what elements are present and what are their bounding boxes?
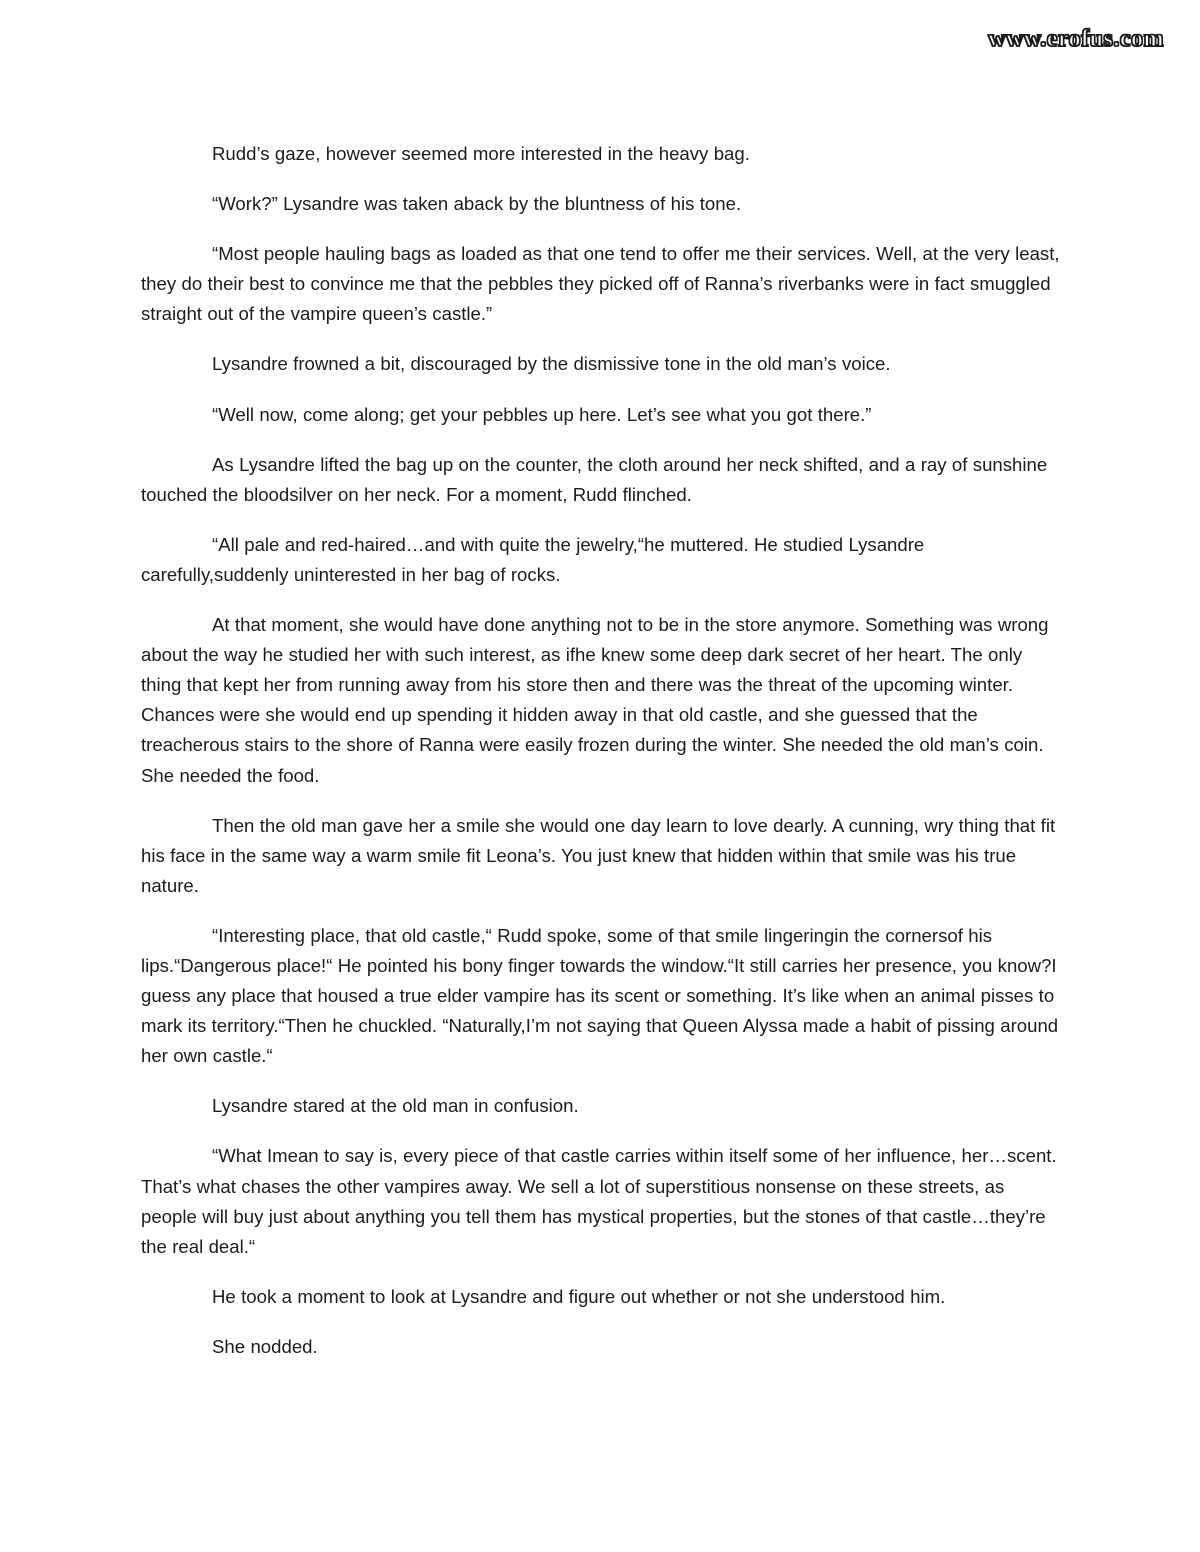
watermark-text: www.erofus.com: [988, 26, 1164, 52]
paragraph: “Work?” Lysandre was taken aback by the bluntness of his tone.: [212, 193, 742, 215]
paragraph: Rudd’s gaze, however seemed more interested in the heavy bag.: [212, 143, 750, 164]
document-page: [141, 139, 1063, 1382]
paragraph: “What Imean to say is, every piece of that castle carries within itself some of her influence, her…scent. That’s what chases the other vampires away. We sell a lot of superstitious nonsense on these streets, as people will buy just about anything you tell them has mystical properties, but the stones of that castle…they’re the real deal.“: [141, 1145, 1057, 1257]
paragraph: As Lysandre lifted the bag up on the counter, the cloth around her neck shifted, and a ray of sunshine touched the bloodsilver on her neck. For a moment, Rudd flinched.: [141, 453, 1048, 505]
paragraph: “Well now, come along; get your pebbles up here. Let’s see what you got there.”: [212, 403, 872, 425]
paragraph: “All pale and red-haired…and with quite the jewelry,“he muttered. He studied Lysandre carefully,suddenly uninterested in her bag of rocks.: [141, 533, 925, 585]
paragraph: He took a moment to look at Lysandre and figure out whether or not she understood him.: [212, 1285, 946, 1307]
paragraph: At that moment, she would have done anything not to be in the store anymore. Something was wrong about the way he studied her with such interest, as ifhe knew some deep dark secret of her heart. The only thing that kept her from running away from his store then and there was the threat of the upcoming winter. Chances were she would end up spending it hidden away in that old castle, and she guessed that the treacherous stairs to the shore of Ranna were easily frozen during the winter. She needed the old man’s coin. She needed the food.: [141, 614, 1049, 786]
paragraph: Then the old man gave her a smile she would one day learn to love dearly. A cunning, wry thing that fit his face in the same way a warm smile fit Leona’s. You just knew that hidden within that smile was his true nature.: [141, 814, 1056, 896]
paragraph: She nodded.: [212, 1335, 318, 1357]
paragraph: “Interesting place, that old castle,“ Rudd spoke, some of that smile lingeringin the cornersof his lips.“Dangerous place!“ He pointed his bony finger towards the window.“It still carries her presence, you know?I guess any place that housed a true elder vampire has its scent or something. It’s like when an animal pisses to mark its territory.“Then he chuckled. “Naturally,I’m not saying that Queen Alyssa made a habit of pissing around her own castle.“: [141, 924, 1059, 1067]
paragraph: “Most people hauling bags as loaded as that one tend to offer me their services. Well, at the very least, they do their best to convince me that the pebbles they picked off of Ranna’s riverbanks were in fact smuggled straight out of the vampire queen’s castle.”: [141, 243, 1060, 325]
paragraph: Lysandre stared at the old man in confusion.: [212, 1095, 579, 1117]
paragraph: Lysandre frowned a bit, discouraged by the dismissive tone in the old man’s voice.: [212, 353, 891, 375]
